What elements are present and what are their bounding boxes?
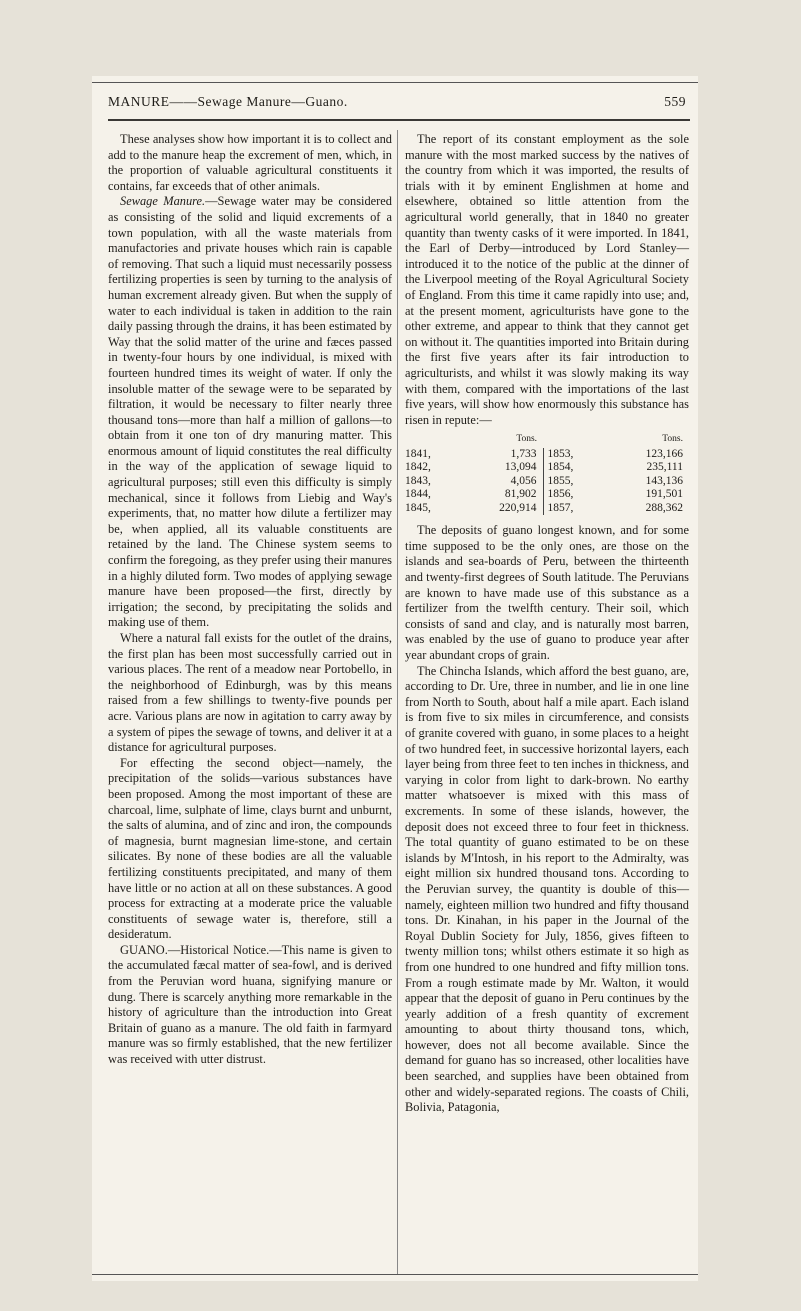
- paragraph-natural-fall: Where a natural fall exists for the outlet of the drains, the first plan has been most successfully carried out in various places. The rent of a meadow near Portobello, in the neighborhood of Edinburgh, was by this means raised from a few shillings to twenty-five pounds per acre. Various plans are now in agitation to carry away by a system of pipes the sewage of towns, and deliver it at a distance for agricultural purposes.: [108, 631, 392, 755]
- paragraph-chincha: The Chincha Islands, which afford the best guano, are, according to Dr. Ure, three in number, and lie in one line from North to South, about half a mile apart. Each island is from five to six miles in circumference, and consists of granite covered with guano, in some places to a height of two hundred feet, in successive horizontal layers, each layer being from three feet to ten inches in thickness, and varying in color from light to dark-brown. No earthy matter whatsoever is mixed with this mass of excrements. In some of these islands, however, the deposit does not exceed three to four feet in thickness. The total quantity of guano estimated to be on these islands by M'Intosh, in his report to the Admiralty, was eight million six hundred thousand tons. According to the Peruvian survey, the quantity is double of this—namely, eighteen million two hundred and fifty thousand tons. Dr. Kinahan, in his paper in the Journal of the Royal Dublin Society for July, 1856, gives fifteen to twenty million tons; whilst others estimate it so high as from one hundred to one hundred and fifty million tons. From a rough estimate made by Mr. Walton, it would appear that the deposit of guano in Peru continues by the yearly addition of a fresh quantity of excrement amounting to about thirty thousand tons, which, however, does not all become available. Since the demand for guano has so increased, other localities have been searched, and supplies have been obtained from other and widely-separated regions. The coasts of Chili, Bolivia, Patagonia,: [405, 663, 689, 1115]
- left-column: [108, 132, 392, 1068]
- year-cell: 1843,: [405, 474, 431, 487]
- year-cell: 1845,: [405, 501, 431, 514]
- tons-cell: 81,902: [504, 488, 537, 501]
- tons-cell: 4,056: [510, 474, 537, 487]
- year-cell: 1853,: [543, 448, 603, 462]
- tons-cell: 235,111: [646, 461, 683, 474]
- table-row: [405, 502, 689, 516]
- guano-history-text: —This name is given to the accumulated fæcal matter of sea-fowl, and is derived from the Peruvian word huana, signifying manure or dung. There is scarcely anything more remarkable in the history of agriculture than the introduction into Great Britain of guano as a manure. The old faith in farmyard manure was so firmly established, that the new fertilizer was received with utter distrust.: [108, 942, 392, 1067]
- paragraph-sewage: [108, 194, 392, 631]
- year-cell: 1855,: [543, 475, 603, 489]
- year-cell: 1841,: [405, 447, 431, 460]
- running-title: MANURE——Sewage Manure—Guano.: [108, 94, 348, 109]
- right-column: [405, 132, 689, 1116]
- year-cell: 1856,: [543, 488, 603, 502]
- tons-header-right: Tons.: [662, 434, 683, 445]
- tons-cell: 13,094: [504, 461, 537, 474]
- table-row: [405, 475, 689, 489]
- paragraph-precipitation: For effecting the second object—namely, the precipitation of the solids—various substances have been proposed. Among the most important of these are charcoal, lime, sulphate of lime, clays burnt and unburnt, the salts of alumina, and of zinc and iron, the compounds of magnesia, burnt magnesian lime-stone, and certain silicates. By none of these bodies are all the valuable fertilizing constituents precipitated, and many of them have little or no action at all on these substances. A good process for extracting at a moderate price the valuable constituents of sewage water is, therefore, still a desideratum.: [108, 755, 392, 942]
- sewage-heading: Sewage Manure.: [120, 194, 206, 209]
- year-cell: 1854,: [543, 461, 603, 475]
- year-cell: 1842,: [405, 461, 431, 474]
- paragraph-analyses: These analyses show how important it is to collect and add to the manure heap the excrement of men, which, in the proportion of valuable agricultural constituents it contains, far exceeds that of other animals.: [108, 132, 392, 193]
- tons-cell: 288,362: [645, 501, 683, 514]
- header-rule: [108, 119, 690, 121]
- tons-cell: 123,166: [645, 447, 683, 460]
- page-top-edge: [92, 82, 698, 83]
- table-row: [405, 448, 689, 462]
- tons-cell: 143,136: [645, 474, 683, 487]
- table-row: [405, 461, 689, 475]
- sewage-text: —Sewage water may be considered as consisting of the solid and liquid excrements of a town population, with all the waste materials from manufactories and private houses which rain is capable of removing. That such a liquid must necessarily possess fertilizing properties is seen by turning to the analysis of human excrement already given. But when the supply of water to each individual is taken in addition to the rain daily passing through the drains, it has been estimated by Way that the solid matter of the urine and fæces passed in twenty-four hours by one individual, is mixed with fourteen hundred times its weight of water. If only the insoluble matter of the sewage were to be separated by filtration, it would be necessary to filter nearly three thousand tons—more than half a million of gallons—to obtain from it one ton of dry manuring matter. This enormous amount of liquid constitutes the real difficulty in the way of the application of sewage liquid to agricultural purposes; still even this difficulty is simply mechanical, since it follows from Liebig and Way's experiments, that, no matter how dilute a fertilizer may be, when applied, all its valuable constituents are retained by the land. The Chinese system seems to confirm the foregoing, as they prefer using their manures in a highly diluted form. Two modes of applying sewage manure have been proposed—the first, directly by irrigation; the second, by precipitating the solids and making use of them.: [108, 194, 392, 630]
- tons-header-left: Tons.: [516, 434, 538, 445]
- table-row: [405, 488, 689, 502]
- page-number: 559: [664, 94, 686, 109]
- tons-cell: 191,501: [645, 488, 683, 501]
- column-divider: [397, 130, 398, 1275]
- import-table: [405, 432, 689, 515]
- paragraph-deposits: The deposits of guano longest known, and for some time supposed to be the only ones, are those on the islands and sea-boards of Peru, between the thirteenth and twenty-first degrees of South latitude. The Peruvians are known to have made use of this substance as a fertilizer from the twelfth century. Their soil, which consists of sand and clay, and is naturally most barren, was enabled by the use of guano to produce year after year abundant crops of grain.: [405, 523, 689, 663]
- book-page: [92, 76, 698, 1281]
- page-bottom-edge: [92, 1274, 698, 1275]
- paragraph-report: The report of its constant employment as the sole manure with the most marked success by the natives of the country from which it was imported, the results of trials with it by eminent Englishmen at home and elsewhere, obtained so little attention from the agricultural world generally, that in 1840 no greater quantity than twenty casks of it were imported. In 1841, the Earl of Derby—introduced by Lord Stanley—introduced it to the notice of the public at the dinner of the Liverpool meeting of the Royal Agricultural Society of England. From this time it came rapidly into use; and, at the present moment, agriculturists have gone to the other extreme, and appear to think that they cannot get on without it. The quantities imported into Britain during the first five years after its fair introduction to agriculturists, and whilst it was slowly making its way with them, compared with the importations of the last five years, will show how enormously this substance has risen in repute:—: [405, 132, 689, 427]
- tons-cell: 220,914: [499, 501, 537, 514]
- year-cell: 1857,: [543, 502, 603, 516]
- year-cell: 1844,: [405, 488, 431, 501]
- paragraph-guano-history: [108, 943, 392, 1068]
- page-header: [92, 94, 698, 116]
- guano-heading: GUANO.—Historical Notice.: [120, 942, 270, 957]
- tons-cell: 1,733: [510, 447, 537, 460]
